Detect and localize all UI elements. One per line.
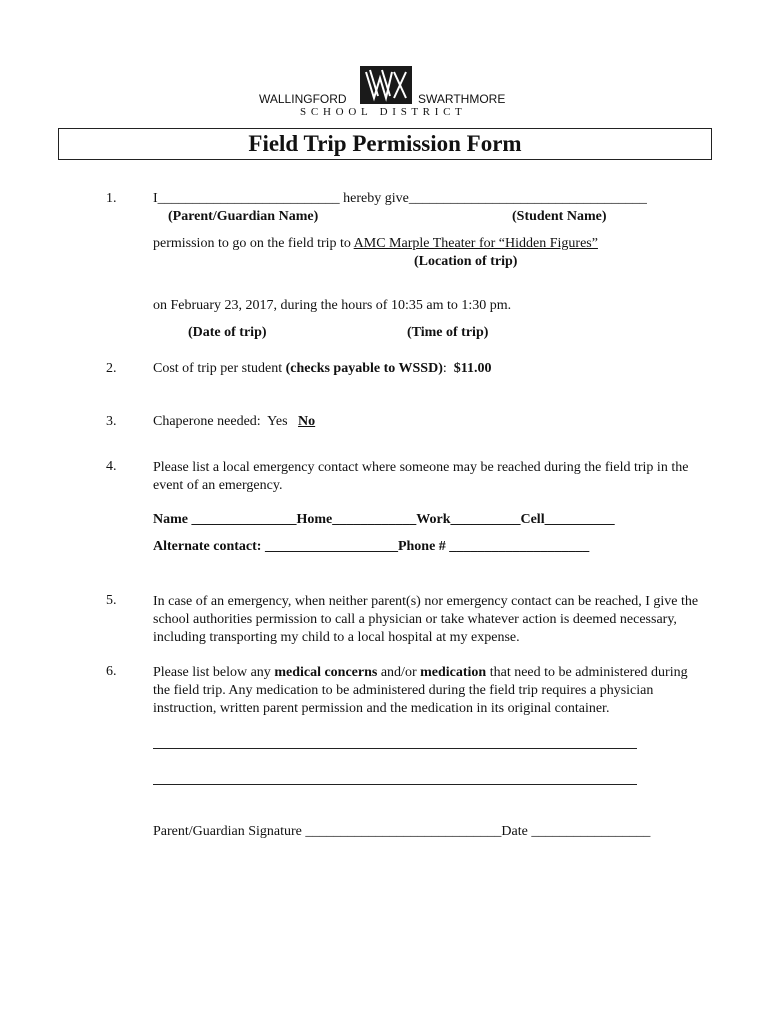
contact-name-row: Name _______________Home____________Work__________Cell__________ — [153, 512, 615, 527]
cost-line — [153, 361, 492, 377]
emergency-consent-text: In case of an emergency, when neither parent(s) nor emergency contact can be reached, I give the school authorities permission to call a physician or take whatever action is deemed necessary, including transporting my child to a local hospital at my expense. — [153, 594, 699, 645]
item-number-6: 6. — [106, 664, 117, 679]
time-label: (Time of trip) — [407, 325, 489, 340]
medical-part-3: that need to be administered during the field trip. Any medication to be administered during the field trip requires a physician instruction, written parent permission and the medication in its original container. — [153, 665, 688, 716]
district-right-name: SWARTHMORE — [418, 92, 506, 106]
cost-value: $11.00 — [453, 361, 492, 376]
date-time-line: on February 23, 2017, during the hours of 10:35 am to 1:30 pm. — [153, 298, 512, 313]
cost-payable: (checks payable to WSSD) — [285, 361, 443, 376]
permission-line — [153, 236, 598, 252]
emergency-contact-text: Please list a local emergency contact where someone may be reached during the field trip in the event of an emergency. — [153, 460, 689, 493]
medical-concerns: medical concerns — [274, 665, 378, 680]
cost-prefix: Cost of trip per student — [153, 361, 286, 376]
medical-answer-line-1[interactable] — [153, 748, 637, 749]
district-label: S C H O O L D I S T R I C T — [300, 106, 463, 118]
date-label: (Date of trip) — [188, 325, 267, 340]
parent-name-label: (Parent/Guardian Name) — [168, 209, 319, 224]
page-title: Field Trip Permission Form — [248, 131, 522, 156]
district-left-name: WALLINGFORD — [259, 92, 347, 106]
trip-location: AMC Marple Theater for “Hidden Figures” — [353, 236, 598, 251]
guardian-student-line: I__________________________ hereby give__________________________________ — [153, 191, 647, 206]
item-number-5: 5. — [106, 593, 117, 608]
alternate-contact-row: Alternate contact: ___________________Phone # ____________________ — [153, 539, 590, 554]
medication: medication — [420, 665, 487, 680]
chaperone-line — [153, 414, 315, 430]
medical-answer-line-2[interactable] — [153, 784, 637, 785]
cost-separator: : — [442, 361, 454, 376]
location-label: (Location of trip) — [414, 254, 518, 269]
wsd-logo-icon — [360, 66, 412, 104]
title-box — [58, 128, 712, 160]
medical-text — [153, 664, 698, 718]
item-number-2: 2. — [106, 361, 117, 376]
permission-prefix: permission to go on the field trip to — [153, 236, 354, 251]
item-number-1: 1. — [106, 191, 117, 206]
medical-part-2: and/or — [377, 665, 421, 680]
student-name-label: (Student Name) — [512, 209, 607, 224]
chaperone-prefix: Chaperone needed: Yes — [153, 414, 299, 429]
item-number-3: 3. — [106, 414, 117, 429]
signature-row: Parent/Guardian Signature ____________________________Date _________________ — [153, 824, 651, 839]
chaperone-no: No — [298, 414, 316, 429]
medical-part-1: Please list below any — [153, 665, 275, 680]
item-number-4: 4. — [106, 459, 117, 474]
